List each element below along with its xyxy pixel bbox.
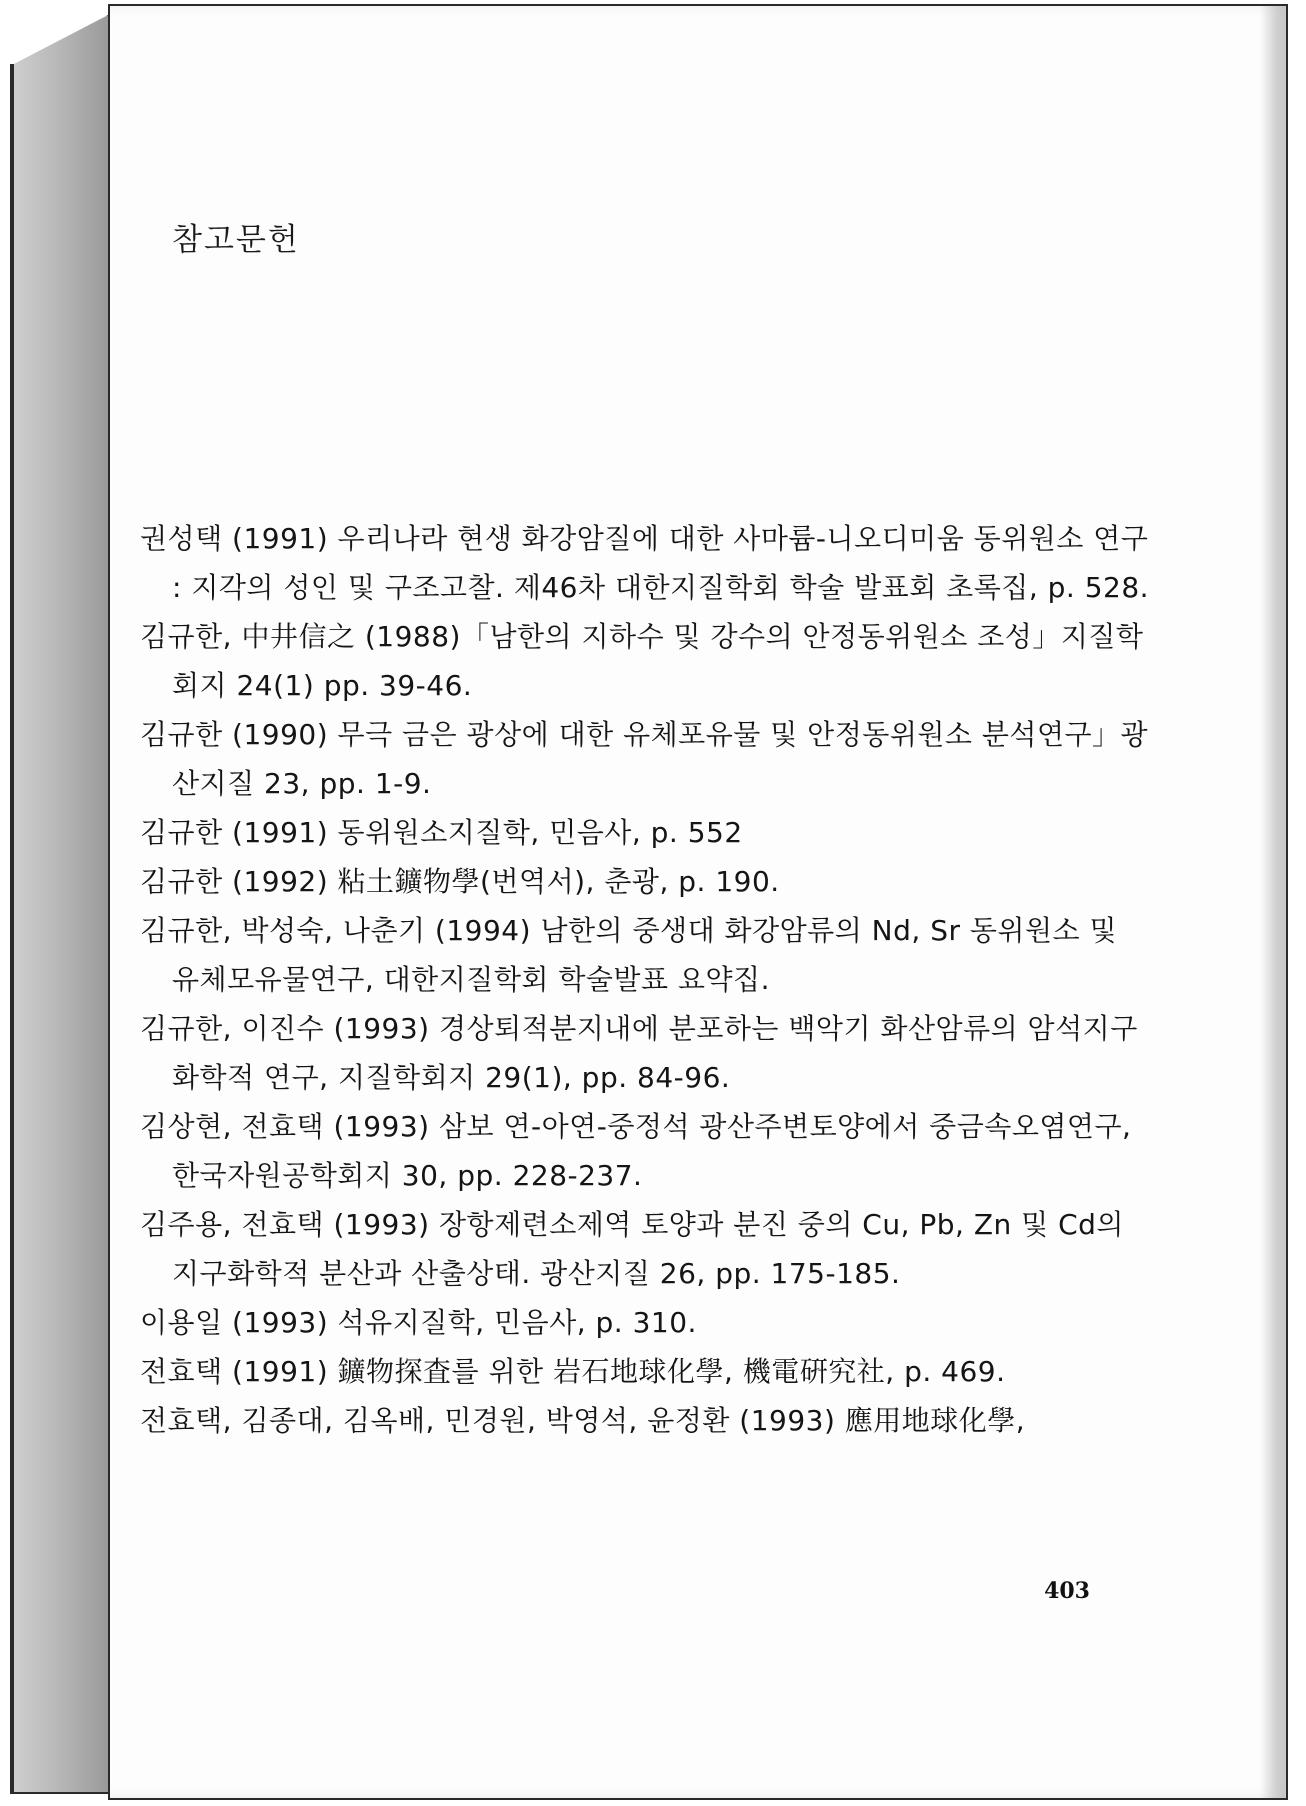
- reference-item: 김규한 (1990) 무극 금은 광상에 대한 유체포유물 및 안정동위원소 분석연구」광산지질 23, pp. 1-9.: [140, 718, 1149, 800]
- book-spine: [10, 14, 110, 1794]
- reference-item: 권성택 (1991) 우리나라 현생 화강암질에 대한 사마륨-니오디미움 동위원소 연구 : 지각의 성인 및 구조고찰. 제46차 대한지질학회 학술 발표회 초록집, p. 528.: [140, 522, 1150, 604]
- reference-item: 김규한, 박성숙, 나춘기 (1994) 남한의 중생대 화강암류의 Nd, Sr 동위원소 및 유체모유물연구, 대한지질학회 학술발표 요약집.: [140, 914, 1118, 996]
- reference-item: 전효택 (1991) 鑛物探査를 위한 岩石地球化學, 機電硏究社, p. 469.: [140, 1355, 1006, 1388]
- page-number: 403: [1044, 1578, 1090, 1604]
- reference-item: 김규한 (1991) 동위원소지질학, 민음사, p. 552: [140, 816, 743, 849]
- reference-item: 김규한 (1992) 粘土鑛物學(번역서), 춘광, p. 190.: [140, 865, 780, 898]
- spine-edge: [10, 64, 14, 1792]
- reference-list: [140, 514, 1150, 1445]
- reference-item: 김규한, 이진수 (1993) 경상퇴적분지내에 분포하는 백악기 화산암류의 암석지구화학적 연구, 지질학회지 29(1), pp. 84-96.: [140, 1012, 1138, 1094]
- reference-item: 김상현, 전효택 (1993) 삼보 연-아연-중정석 광산주변토양에서 중금속오염연구, 한국자원공학회지 30, pp. 228-237.: [140, 1110, 1132, 1192]
- page-shade: [1260, 6, 1286, 1798]
- page-title: 참고문헌: [172, 222, 300, 258]
- reference-item: 김주용, 전효택 (1993) 장항제련소제역 토양과 분진 중의 Cu, Pb, Zn 및 Cd의 지구화학적 분산과 산출상태. 광산지질 26, pp. 175-185.: [140, 1208, 1124, 1290]
- reference-item: 전효택, 김종대, 김옥배, 민경원, 박영석, 윤정환 (1993) 應用地球化學,: [140, 1404, 1026, 1437]
- reference-item: 김규한, 中井信之 (1988)「남한의 지하수 및 강수의 안정동위원소 조성」지질학회지 24(1) pp. 39-46.: [140, 620, 1144, 702]
- reference-item: 이용일 (1993) 석유지질학, 민음사, p. 310.: [140, 1306, 697, 1339]
